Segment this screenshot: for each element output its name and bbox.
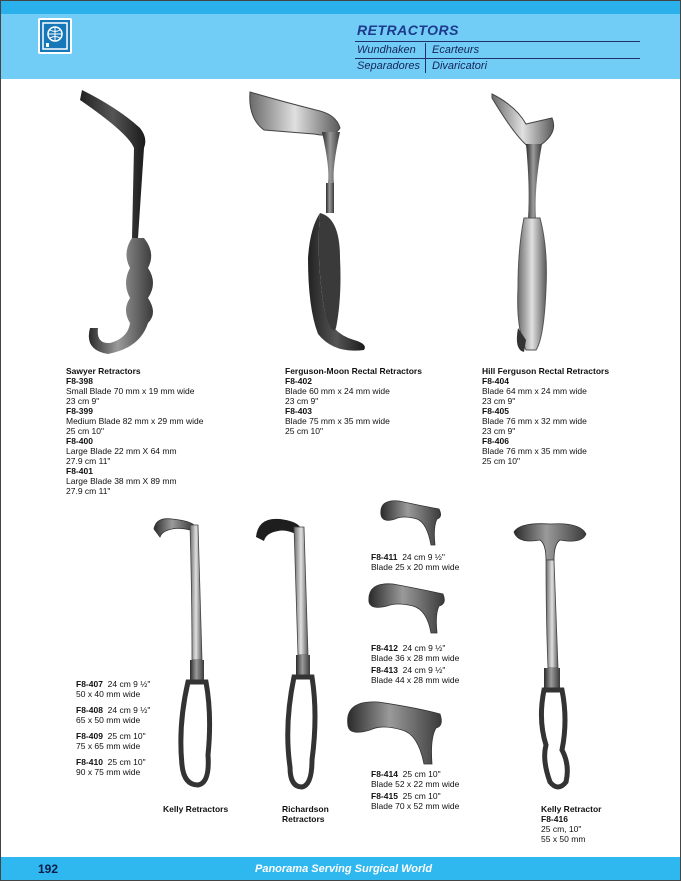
product-size: 25 cm 10" (66, 426, 104, 436)
lang-spanish: Separadores (357, 60, 420, 72)
product-code: F8-399 (66, 406, 93, 416)
richardson-retractor-image (252, 515, 322, 795)
product-size: 24 cm 9 ½" (107, 705, 151, 715)
spec-row (76, 705, 150, 715)
kelly-retractor-image (150, 515, 220, 795)
product-spec: Blade 60 mm x 24 mm wide (285, 386, 390, 396)
product-name: Kelly Retractor (541, 804, 602, 814)
product-size: 23 cm 9" (482, 396, 516, 406)
product-code: F8-400 (66, 436, 93, 446)
panorama-logo (38, 18, 72, 54)
product-spec: 65 x 50 mm wide (76, 715, 141, 725)
product-code: F8-405 (482, 406, 509, 416)
page-number: 192 (38, 862, 59, 876)
product-size: 25 cm 10" (107, 731, 146, 741)
hill-ferguson-retractor-image (486, 88, 566, 358)
hill-ferguson-description (482, 366, 609, 466)
product-code: F8-398 (66, 376, 93, 386)
blade-f8-411-image (377, 497, 447, 547)
product-spec: Blade 76 mm x 32 mm wide (482, 416, 587, 426)
spec-row (76, 679, 150, 689)
product-code: F8-415 (371, 791, 398, 801)
product-code: F8-402 (285, 376, 312, 386)
product-code: F8-403 (285, 406, 312, 416)
product-spec: 55 x 50 mm (541, 834, 586, 844)
richardson-f8-414-415-specs (371, 769, 459, 811)
product-spec: 90 x 75 mm wide (76, 767, 141, 777)
product-size: 25 cm 10" (402, 769, 441, 779)
product-size: 23 cm 9" (285, 396, 319, 406)
footer-slogan: Panorama Serving Surgical World (255, 863, 433, 875)
kelly-set-name: Kelly Retractors (163, 804, 229, 814)
spec-row (76, 731, 150, 741)
product-code: F8-411 (371, 552, 398, 562)
product-code: F8-413 (371, 665, 398, 675)
product-spec: Blade 70 x 52 mm wide (371, 801, 460, 811)
spec-row (371, 643, 459, 653)
product-spec: Blade 76 mm x 35 mm wide (482, 446, 587, 456)
spec-row (76, 757, 150, 767)
product-code: F8-409 (76, 731, 103, 741)
product-spec: 75 x 65 mm wide (76, 741, 141, 751)
kelly-set-specs (76, 679, 150, 777)
product-size: 27.9 cm 11" (66, 486, 111, 496)
product-code: F8-408 (76, 705, 103, 715)
spec-row (371, 791, 459, 801)
product-size: 24 cm 9 ½" (107, 679, 151, 689)
product-code: F8-412 (371, 643, 398, 653)
kelly-single-retractor-image (510, 520, 590, 800)
product-spec: Blade 52 x 22 mm wide (371, 779, 460, 789)
product-spec: 50 x 40 mm wide (76, 689, 141, 699)
blade-f8-414-image (344, 696, 444, 766)
product-code: F8-401 (66, 466, 93, 476)
ferguson-moon-description (285, 366, 422, 436)
product-spec: Blade 36 x 28 mm wide (371, 653, 460, 663)
product-spec: Small Blade 70 mm x 19 mm wide (66, 386, 195, 396)
header-bar (1, 1, 680, 79)
product-size: 25 cm 10" (107, 757, 146, 767)
product-name: Sawyer Retractors (66, 366, 141, 376)
product-spec: Medium Blade 82 mm x 29 mm wide (66, 416, 204, 426)
product-size: 23 cm 9" (482, 426, 516, 436)
product-spec: Blade 75 mm x 35 mm wide (285, 416, 390, 426)
sawyer-retractor-image (78, 88, 158, 358)
product-size: 25 cm 10" (482, 456, 520, 466)
product-size: 25 cm, 10" (541, 824, 582, 834)
richardson-f8-411-specs (371, 552, 459, 572)
spec-row (371, 769, 459, 779)
page-title: RETRACTORS (357, 22, 459, 38)
product-size: 25 cm 10" (402, 791, 441, 801)
product-code: F8-407 (76, 679, 103, 689)
product-size: 24 cm 9 ½" (402, 665, 446, 675)
kelly-single-description (541, 804, 601, 844)
lang-italian: Divaricatori (432, 60, 488, 72)
product-code: F8-410 (76, 757, 103, 767)
name-line: Retractors (282, 814, 325, 824)
product-name: Ferguson-Moon Rectal Retractors (285, 366, 422, 376)
product-name: Hill Ferguson Rectal Retractors (482, 366, 610, 376)
ferguson-moon-retractor-image (244, 88, 369, 358)
product-size: 23 cm 9" (66, 396, 100, 406)
sawyer-description (66, 366, 203, 496)
language-separator (425, 43, 426, 73)
richardson-f8-412-413-specs (371, 643, 459, 685)
product-spec: Large Blade 38 mm X 89 mm (66, 476, 177, 486)
product-size: 27.9 cm 11" (66, 456, 111, 466)
name-line: Richardson (282, 804, 329, 814)
richardson-name (282, 804, 329, 824)
blade-f8-412-image (365, 580, 450, 635)
product-spec: Blade 44 x 28 mm wide (371, 675, 460, 685)
lang-french: Ecarteurs (432, 44, 480, 56)
product-size: 25 cm 10" (285, 426, 323, 436)
product-spec: Blade 25 x 20 mm wide (371, 562, 460, 572)
product-size: 24 cm 9 ½" (402, 552, 445, 562)
product-code: F8-416 (541, 814, 568, 824)
product-code: F8-414 (371, 769, 398, 779)
product-code: F8-404 (482, 376, 509, 386)
header-divider-2 (355, 58, 640, 59)
product-spec: Large Blade 22 mm X 64 mm (66, 446, 177, 456)
header-divider (355, 41, 640, 42)
product-size: 24 cm 9 ½" (402, 643, 446, 653)
lang-german: Wundhaken (357, 44, 416, 56)
product-code: F8-406 (482, 436, 509, 446)
spec-row (371, 552, 459, 562)
spec-row (371, 665, 459, 675)
product-spec: Blade 64 mm x 24 mm wide (482, 386, 587, 396)
